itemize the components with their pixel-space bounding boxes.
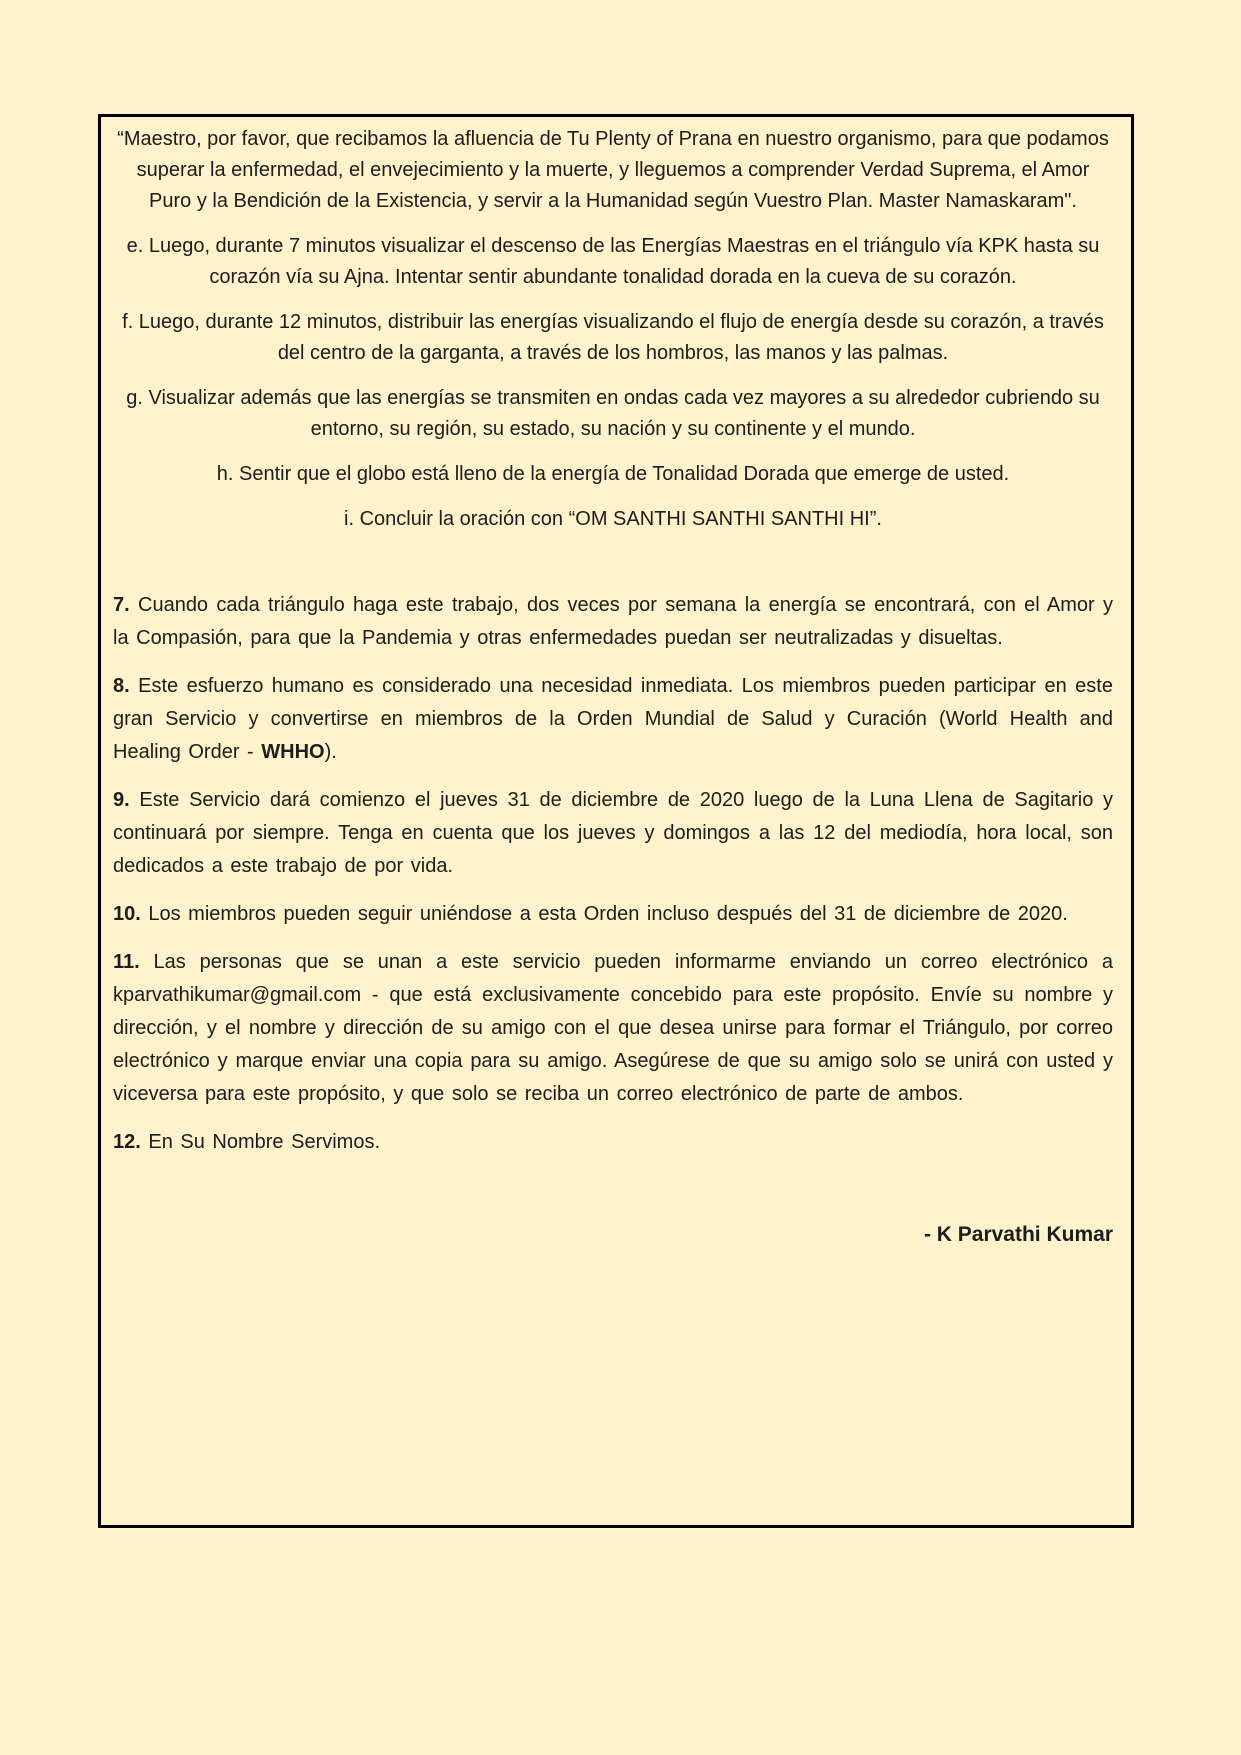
item-11-number: 11. <box>113 951 140 973</box>
item-8-text-post: ). <box>324 741 337 763</box>
item-10 <box>113 898 1113 931</box>
item-7 <box>113 589 1113 655</box>
item-9 <box>113 784 1113 883</box>
step-g: g. Visualizar además que las energías se transmiten en ondas cada vez mayores a su alrededor cubriendo su entorno, su región, su estado, su nación y su continente y el mundo. <box>126 387 1100 440</box>
item-12 <box>113 1126 1113 1159</box>
prayer-quote: “Maestro, por favor, que recibamos la afluencia de Tu Plenty of Prana en nuestro organismo, para que podamos superar la enfermedad, el envejecimiento y la muerte, y lleguemos a comprender Verdad Suprema, el Amor Puro y la Bendición de la Existencia, y servir a la Humanidad según Vuestro Plan. Master Namaskaram". <box>117 128 1109 212</box>
item-11-text-post: - que está exclusivamente concebido para este propósito. Envíe su nombre y dirección, y el nombre y dirección de su amigo con el que desea unirse para formar el Triángulo, por correo electrónico y marque enviar una copia para su amigo. Asegúrese de que su amigo solo se unirá con usted y viceversa para este propósito, y que solo se reciba un correo electrónico de parte de ambos. <box>113 984 1113 1105</box>
item-12-text: En Su Nombre Servimos. <box>148 1131 381 1153</box>
step-e: e. Luego, durante 7 minutos visualizar el descenso de las Energías Maestras en el triángulo vía KPK hasta su corazón vía su Ajna. Intentar sentir abundante tonalidad dorada en la cueva de su corazón. <box>126 235 1100 288</box>
item-7-text: Cuando cada triángulo haga este trabajo, dos veces por semana la energía se encontrará, con el Amor y la Compasión, para que la Pandemia y otras enfermedades puedan ser neutralizadas y disueltas. <box>113 594 1113 649</box>
document-border-box <box>98 114 1134 1528</box>
step-i: i. Concluir la oración con “OM SANTHI SANTHI SANTHI HI”. <box>344 508 882 530</box>
item-11 <box>113 946 1113 1111</box>
item-11-text-pre: Las personas que se unan a este servicio pueden informarme enviando un correo electrónico a <box>153 951 1113 973</box>
item-9-number: 9. <box>113 789 130 811</box>
signature: - K Parvathi Kumar <box>923 1223 1113 1246</box>
item-12-number: 12. <box>113 1131 141 1153</box>
item-10-text: Los miembros pueden seguir uniéndose a esta Orden incluso después del 31 de diciembre de 2020. <box>148 903 1068 925</box>
step-h: h. Sentir que el globo está lleno de la energía de Tonalidad Dorada que emerge de usted. <box>216 463 1010 485</box>
item-8-number: 8. <box>113 675 130 697</box>
item-8 <box>113 670 1113 769</box>
item-9-text: Este Servicio dará comienzo el jueves 31 de diciembre de 2020 luego de la Luna Llena de Sagitario y continuará por siempre. Tenga en cuenta que los jueves y domingos a las 12 del mediodía, hora local, son dedicados a este trabajo de por vida. <box>113 789 1113 877</box>
whho-acronym: WHHO <box>261 741 325 763</box>
step-f: f. Luego, durante 12 minutos, distribuir las energías visualizando el flujo de energía desde su corazón, a través del centro de la garganta, a través de los hombros, las manos y las palmas. <box>122 311 1104 364</box>
email-address: kparvathikumar@gmail.com <box>113 984 362 1006</box>
item-8-text-pre: Este esfuerzo humano es considerado una necesidad inmediata. Los miembros pueden participar en este gran Servicio y convertirse en miembros de la Orden Mundial de Salud y Curación (World Health and Healing Order - <box>113 675 1113 763</box>
item-7-number: 7. <box>113 594 130 616</box>
item-10-number: 10. <box>113 903 141 925</box>
